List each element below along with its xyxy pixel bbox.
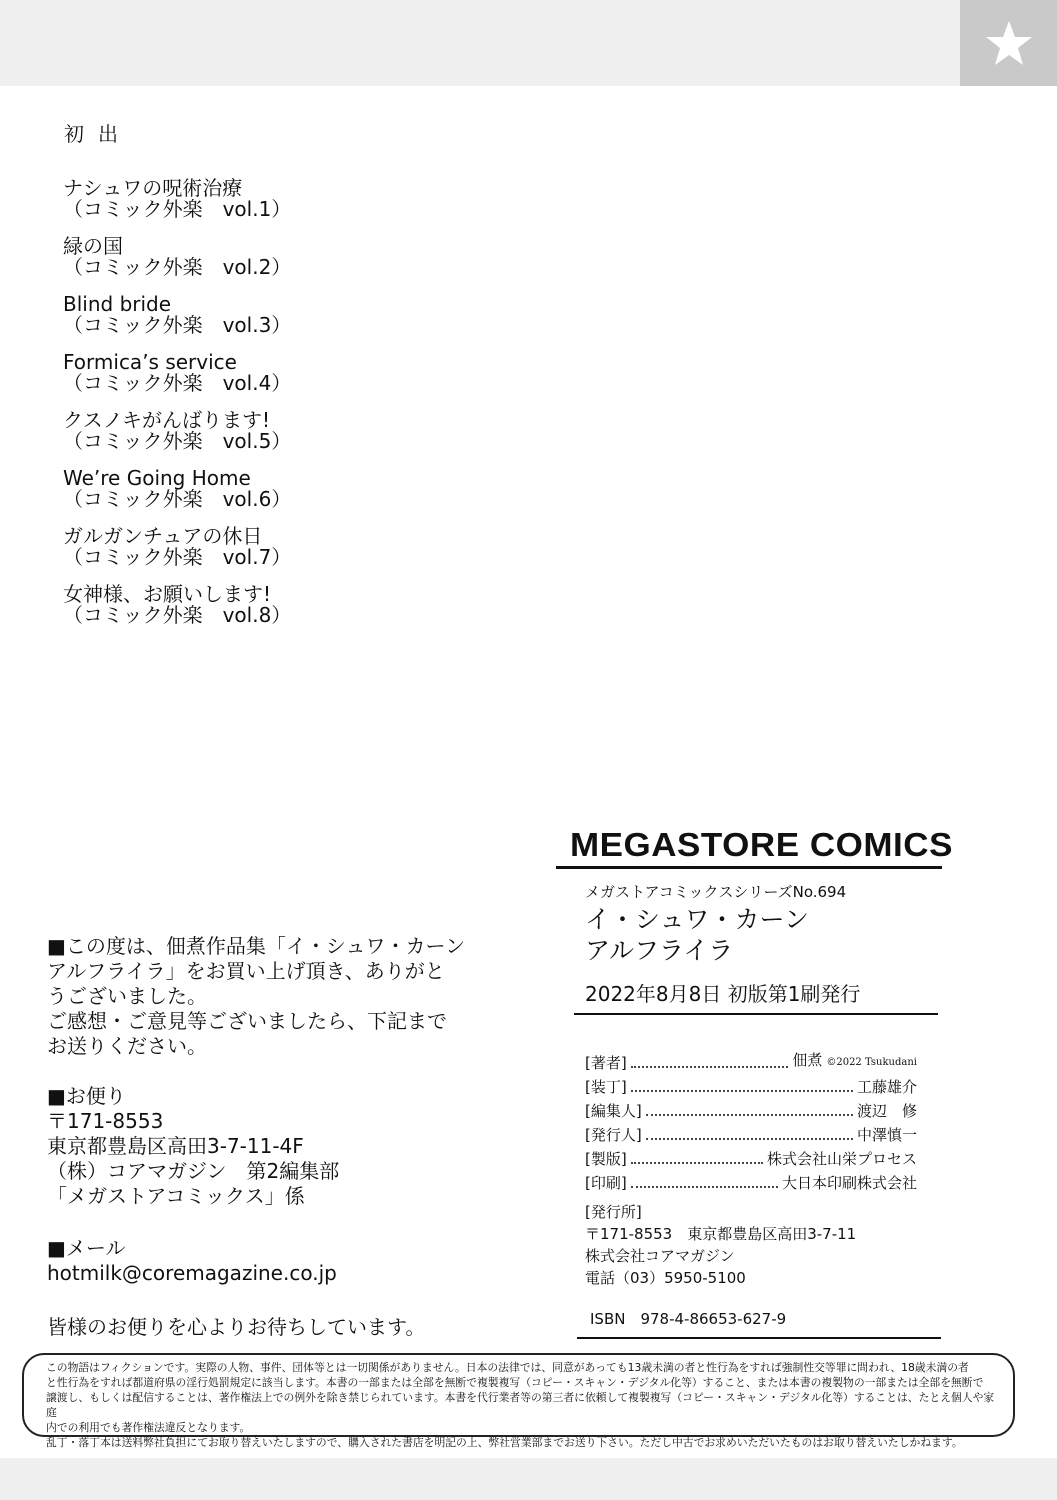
leader-dots: [631, 1066, 789, 1068]
list-item: [63, 178, 483, 236]
notice-line: 乱丁・落丁本は送料弊社負担にてお取り替えいたしますので、購入された書店を明記の上、弊社営業部までお送り下さい。ただし中古でお求めいただいたものはお取り替えいたしかねます。: [46, 1436, 963, 1449]
book-title-line1: イ・シュワ・カーン: [585, 905, 810, 934]
work-title: Blind bride: [63, 292, 172, 316]
isbn: ISBN 978-4-86653-627-9: [590, 1310, 787, 1328]
works-list: [63, 178, 483, 642]
leader-dots: [646, 1114, 853, 1116]
work-source: （コミック外楽 vol.6）: [63, 487, 292, 511]
bottom-band: [0, 1458, 1057, 1500]
divider: [577, 1337, 941, 1339]
credits-list: [585, 1049, 917, 1193]
list-item: [63, 526, 483, 584]
work-source: （コミック外楽 vol.3）: [63, 313, 292, 337]
credit-row: [585, 1145, 917, 1169]
work-title: 緑の国: [63, 234, 123, 258]
credit-label: [著者]: [585, 1054, 627, 1072]
book-title-line2: アルフライラ: [585, 936, 734, 965]
work-source: （コミック外楽 vol.8）: [63, 603, 292, 627]
work-title: We’re Going Home: [63, 466, 251, 490]
publisher-block: [585, 1201, 856, 1289]
credit-row: [585, 1097, 917, 1121]
leader-dots: [646, 1138, 853, 1140]
credit-row: [585, 1073, 917, 1097]
credit-value: 渡辺 修: [856, 1102, 917, 1120]
credit-value: 工藤雄介: [856, 1078, 917, 1096]
leader-dots: [631, 1162, 763, 1164]
credit-row: [585, 1169, 917, 1193]
star-icon: [984, 18, 1034, 68]
series-number: メガストアコミックスシリーズNo.694: [585, 883, 847, 901]
mail-address: hotmilk@coremagazine.co.jp: [47, 1261, 337, 1285]
work-title: ナシュワの呪術治療: [63, 176, 243, 200]
letters-heading: ■お便り: [47, 1084, 126, 1108]
publisher-label: [発行所]: [585, 1203, 642, 1221]
top-band: [0, 0, 1057, 86]
leader-dots: [631, 1186, 778, 1188]
list-item: [63, 294, 483, 352]
first-publication-heading: 初出: [64, 122, 132, 146]
letters-dept: 「メガストアコミックス」係: [47, 1184, 305, 1208]
credit-value: 大日本印刷株式会社: [781, 1174, 917, 1192]
letters-address: 東京都豊島区高田3-7-11-4F: [47, 1134, 304, 1158]
notice-line: 内での利用でも著作権法違反となります。: [46, 1421, 251, 1434]
publisher-name: 株式会社コアマガジン: [585, 1247, 735, 1265]
letters-company: （株）コアマガジン 第2編集部: [47, 1159, 340, 1183]
credit-label: [装丁]: [585, 1078, 627, 1096]
list-item: [63, 410, 483, 468]
leader-dots: [631, 1090, 853, 1092]
legal-notice: [22, 1353, 1015, 1449]
work-title: 女神様、お願いします!: [63, 582, 272, 606]
list-item: [63, 468, 483, 526]
publisher-address: 〒171-8553 東京都豊島区高田3-7-11: [585, 1225, 857, 1243]
message-line: アルフライラ」をお買い上げ頂き、ありがと: [47, 959, 445, 983]
star-badge: [960, 0, 1057, 86]
work-source: （コミック外楽 vol.2）: [63, 255, 292, 279]
credit-row: [585, 1049, 917, 1073]
credit-label: [製版]: [585, 1150, 627, 1168]
logo-rule: [556, 866, 942, 869]
notice-line: この物語はフィクションです。実際の人物、事件、団体等とは一切関係がありません。日本の法律では、同意があっても13歳未満の者と性行為をすれば強制性交等罪に問われ、18歳未満の者: [46, 1361, 969, 1374]
credit-row: [585, 1121, 917, 1145]
list-item: [63, 236, 483, 294]
credit-value: 佃煮 ©2022 Tsukudani: [792, 1051, 917, 1069]
message-line: お送りください。: [47, 1034, 207, 1058]
megastore-logo: MEGASTORE COMICS: [570, 826, 953, 863]
divider: [574, 1013, 938, 1015]
notice-line: と性行為をすれば都道府県の淫行処罰規定に該当します。本書の一部または全部を無断で複製複写（コピー・スキャン・デジタル化等）すること、または本書の複製物の一部または全部を無断で: [46, 1376, 984, 1389]
closing-message: 皆様のお便りを心よりお待ちしています。: [47, 1315, 426, 1339]
work-title: Formica’s service: [63, 350, 237, 374]
message-line: ■この度は、佃煮作品集「イ・シュワ・カーン: [47, 934, 466, 958]
mail-heading: ■メール: [47, 1236, 126, 1260]
credit-value: 株式会社山栄プロセス: [766, 1150, 917, 1168]
message-line: ご感想・ご意見等ございましたら、下記まで: [47, 1009, 447, 1033]
mail-section: [47, 1236, 337, 1286]
list-item: [63, 352, 483, 410]
credit-label: [編集人]: [585, 1102, 642, 1120]
publication-date: 2022年8月8日 初版第1刷発行: [585, 982, 861, 1006]
letters-postal: 〒171-8553: [47, 1109, 164, 1133]
work-source: （コミック外楽 vol.1）: [63, 197, 292, 221]
letters-section: [47, 1084, 339, 1209]
work-title: ガルガンチュアの休日: [63, 524, 263, 548]
thank-you-message: [47, 934, 487, 1059]
message-line: うございました。: [47, 984, 207, 1008]
list-item: [63, 584, 483, 642]
credit-label: [発行人]: [585, 1126, 642, 1144]
copyright-note: ©2022 Tsukudani: [826, 1057, 917, 1068]
work-source: （コミック外楽 vol.5）: [63, 429, 292, 453]
work-title: クスノキがんばります!: [63, 408, 271, 432]
publisher-phone: 電話（03）5950-5100: [585, 1269, 746, 1287]
book-title: [585, 904, 809, 966]
work-source: （コミック外楽 vol.7）: [63, 545, 292, 569]
credit-label: [印刷]: [585, 1174, 627, 1192]
credit-value: 中澤慎一: [856, 1126, 917, 1144]
notice-line: 譲渡し、もしくは配信することは、著作権法上での例外を除き禁じられています。本書を代行業者等の第三者に依頼して複製複写（コピー・スキャン・デジタル化等）することは、たとえ個人や家庭: [46, 1391, 995, 1419]
work-source: （コミック外楽 vol.4）: [63, 371, 292, 395]
